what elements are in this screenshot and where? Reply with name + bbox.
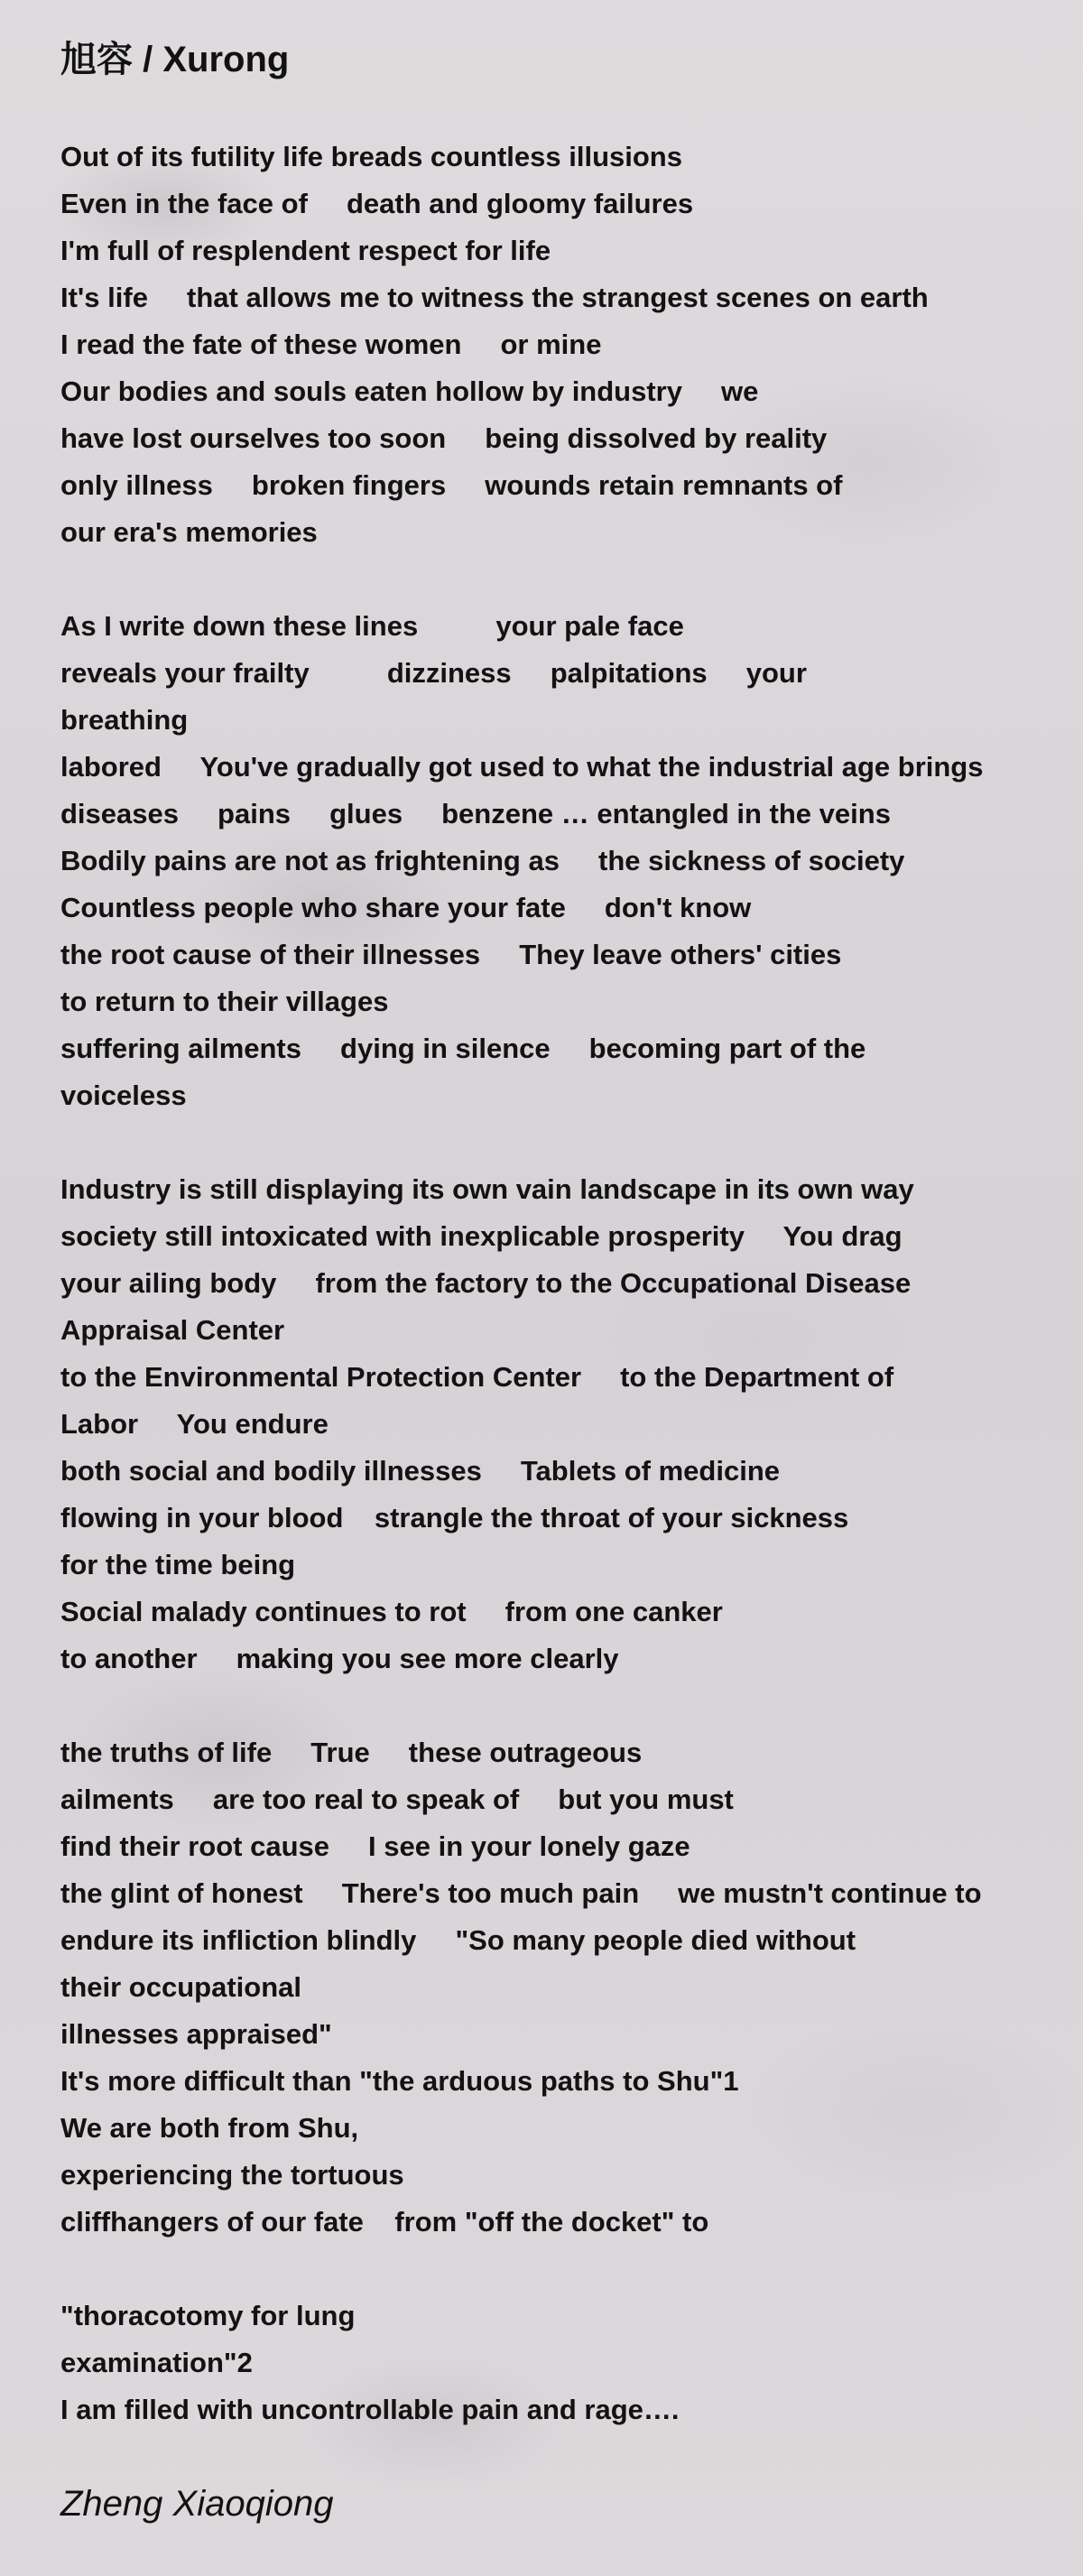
- poem-body: [60, 134, 1062, 2433]
- stanza-break: [60, 2246, 1062, 2293]
- poem-line: to another making you see more clearly: [60, 1643, 619, 1674]
- poem-line: examination"2: [60, 2347, 253, 2378]
- poem-line: endure its infliction blindly "So many people died without: [60, 1924, 856, 1956]
- poem-line: Our bodies and souls eaten hollow by industry we: [60, 375, 759, 407]
- poem-line: have lost ourselves too soon being dissolved by reality: [60, 422, 828, 454]
- poem-line: society still intoxicated with inexplicable prosperity You drag: [60, 1220, 902, 1252]
- poem-title: 旭容 / Xurong: [60, 40, 290, 79]
- poem-line: their occupational: [60, 1971, 301, 2003]
- poem-line: I read the fate of these women or mine: [60, 329, 602, 360]
- poem-line: It's more difficult than "the arduous paths to Shu"1: [60, 2065, 739, 2097]
- poem-line: As I write down these lines your pale face: [60, 610, 684, 642]
- stanza-break: [60, 1682, 1062, 1729]
- poem-line: the root cause of their illnesses They leave others' cities: [60, 939, 842, 970]
- poem-line: for the time being: [60, 1549, 296, 1580]
- poem-line: flowing in your blood strangle the throat of your sickness: [60, 1502, 849, 1534]
- poem-line: the truths of life True these outrageous: [60, 1737, 643, 1768]
- poem-line: voiceless: [60, 1080, 187, 1111]
- poem-line: suffering ailments dying in silence becoming part of the: [60, 1033, 866, 1064]
- poem-line: Even in the face of death and gloomy failures: [60, 188, 694, 219]
- poem-line: reveals your frailty dizziness palpitations your: [60, 657, 807, 689]
- poem-line: find their root cause I see in your lonely gaze: [60, 1830, 690, 1862]
- poem-line: Industry is still displaying its own vain landscape in its own way: [60, 1173, 914, 1205]
- poem-line: your ailing body from the factory to the Occupational Disease: [60, 1267, 912, 1299]
- poem-line: ailments are too real to speak of but you must: [60, 1784, 734, 1815]
- poem-line: Bodily pains are not as frightening as the sickness of society: [60, 845, 905, 876]
- poem-line: I am filled with uncontrollable pain and rage….: [60, 2394, 680, 2425]
- poem-line: diseases pains glues benzene … entangled in the veins: [60, 798, 891, 829]
- poem-line: Countless people who share your fate don't know: [60, 892, 752, 923]
- poem-line: "thoracotomy for lung: [60, 2300, 356, 2331]
- poem-line: to return to their villages: [60, 986, 389, 1017]
- poem-line: illnesses appraised": [60, 2018, 332, 2050]
- poem-line: the glint of honest There's too much pain we mustn't continue to: [60, 1877, 982, 1909]
- poem-line: cliffhangers of our fate from "off the docket" to: [60, 2206, 709, 2238]
- poem-line: only illness broken fingers wounds retain remnants of: [60, 469, 843, 501]
- poem-line: Labor You endure: [60, 1408, 329, 1440]
- poem-line: I'm full of resplendent respect for life: [60, 235, 551, 266]
- poem-line: It's life that allows me to witness the strangest scenes on earth: [60, 282, 929, 313]
- poem-line: Social malady continues to rot from one canker: [60, 1596, 723, 1627]
- stanza-break: [60, 556, 1062, 603]
- poem-line: experiencing the tortuous: [60, 2159, 404, 2191]
- poem-author: Zheng Xiaoqiong: [60, 2484, 334, 2524]
- stanza-break: [60, 1119, 1062, 1166]
- poem-line: to the Environmental Protection Center to the Department of: [60, 1361, 894, 1393]
- poem-line: Out of its futility life breads countless illusions: [60, 141, 682, 172]
- poem-line: both social and bodily illnesses Tablets of medicine: [60, 1455, 780, 1487]
- poem-line: our era's memories: [60, 516, 318, 548]
- poem-line: We are both from Shu,: [60, 2112, 359, 2144]
- poem-line: Appraisal Center: [60, 1314, 285, 1346]
- poem-line: labored You've gradually got used to what the industrial age brings: [60, 751, 984, 783]
- poem-line: breathing: [60, 704, 189, 736]
